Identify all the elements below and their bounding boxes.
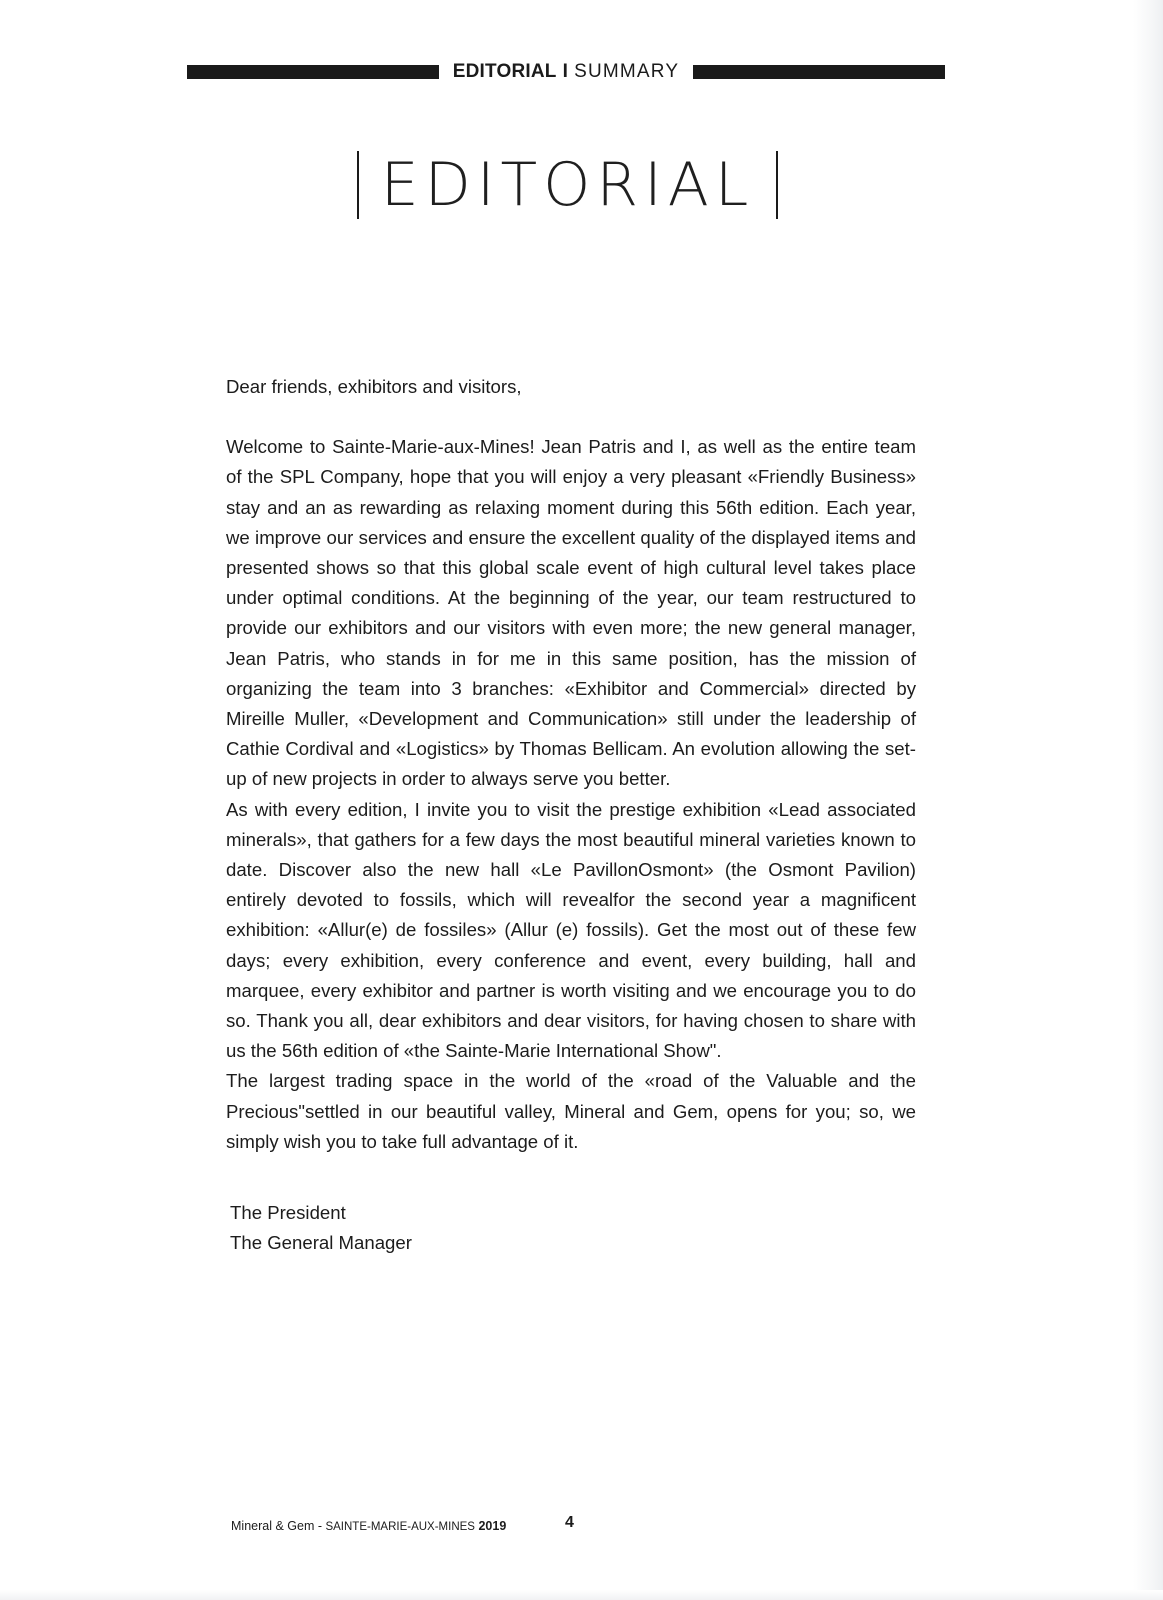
page-title-wrap bbox=[0, 150, 1135, 224]
section-header bbox=[187, 60, 945, 84]
header-separator: I bbox=[562, 61, 569, 82]
header-bar-left bbox=[187, 65, 439, 79]
header-subsection: SUMMARY bbox=[574, 61, 680, 82]
page-title bbox=[357, 150, 779, 220]
footer-location: SAINTE-MARIE-AUX-MINES bbox=[325, 1521, 475, 1533]
paragraph-exhibitions: As with every edition, I invite you to visit the prestige exhibition «Lead associated minerals», that gathers for a few days the most beautiful mineral varieties known to date. Discover also the new hall «Le PavillonOsmont» (the Osmont Pavilion) entirely devoted to fossils, which will revealfor the second year a magnificent exhibition: «Allur(e) de fossiles» (Allur (e) fossils). Get the most out of these few days; every exhibition, every conference and event, every building, hall and marquee, every exhibitor and partner is worth visiting and we encourage you to do so. Thank you all, dear exhibitors and dear visitors, for having chosen to share with us the 56th edition of «the Sainte-Marie International Show". bbox=[226, 798, 916, 1062]
page-footer bbox=[231, 1519, 506, 1533]
header-section: EDITORIAL bbox=[452, 61, 557, 82]
page-number: 4 bbox=[565, 1514, 574, 1531]
footer-year: 2019 bbox=[478, 1519, 507, 1533]
title-pipe-right bbox=[776, 151, 778, 219]
page-bottom-edge bbox=[0, 1590, 1163, 1600]
title-pipe-left bbox=[357, 151, 359, 219]
signature-president: The President bbox=[230, 1202, 346, 1223]
page-edge-shadow bbox=[1133, 0, 1163, 1600]
salutation: Dear friends, exhibitors and visitors, bbox=[226, 376, 522, 397]
signature-block bbox=[230, 1198, 412, 1258]
header-label bbox=[439, 60, 694, 84]
editorial-article bbox=[226, 372, 916, 1157]
paragraph-closing: The largest trading space in the world of the «road of the Valuable and the Precious"settled in our beautiful valley, Mineral and Gem, opens for you; so, we simply wish you to take full advantage of it. bbox=[226, 1070, 916, 1152]
header-bar-right bbox=[693, 65, 945, 79]
title-text: EDITORIAL bbox=[380, 150, 755, 220]
signature-general-manager: The General Manager bbox=[230, 1232, 412, 1253]
footer-publication: Mineral & Gem - bbox=[231, 1519, 326, 1533]
paragraph-welcome: Welcome to Sainte-Marie-aux-Mines! Jean Patris and I, as well as the entire team of the SPL Company, hope that you will enjoy a very pleasant «Friendly Business» stay and an as rewarding as relaxing moment during this 56th edition. Each year, we improve our services and ensure the excellent quality of the displayed items and presented shows so that this global scale event of high cultural level takes place under optimal conditions. At the beginning of the year, our team restructured to provide our exhibitors and our visitors with even more; the new general manager, Jean Patris, who stands in for me in this same position, has the mission of organizing the team into 3 branches: «Exhibitor and Commercial» directed by Mireille Muller, «Development and Communication» still under the leadership of Cathie Cordival and «Logistics» by Thomas Bellicam. An evolution allowing the set-up of new projects in order to always serve you better. bbox=[226, 436, 916, 790]
